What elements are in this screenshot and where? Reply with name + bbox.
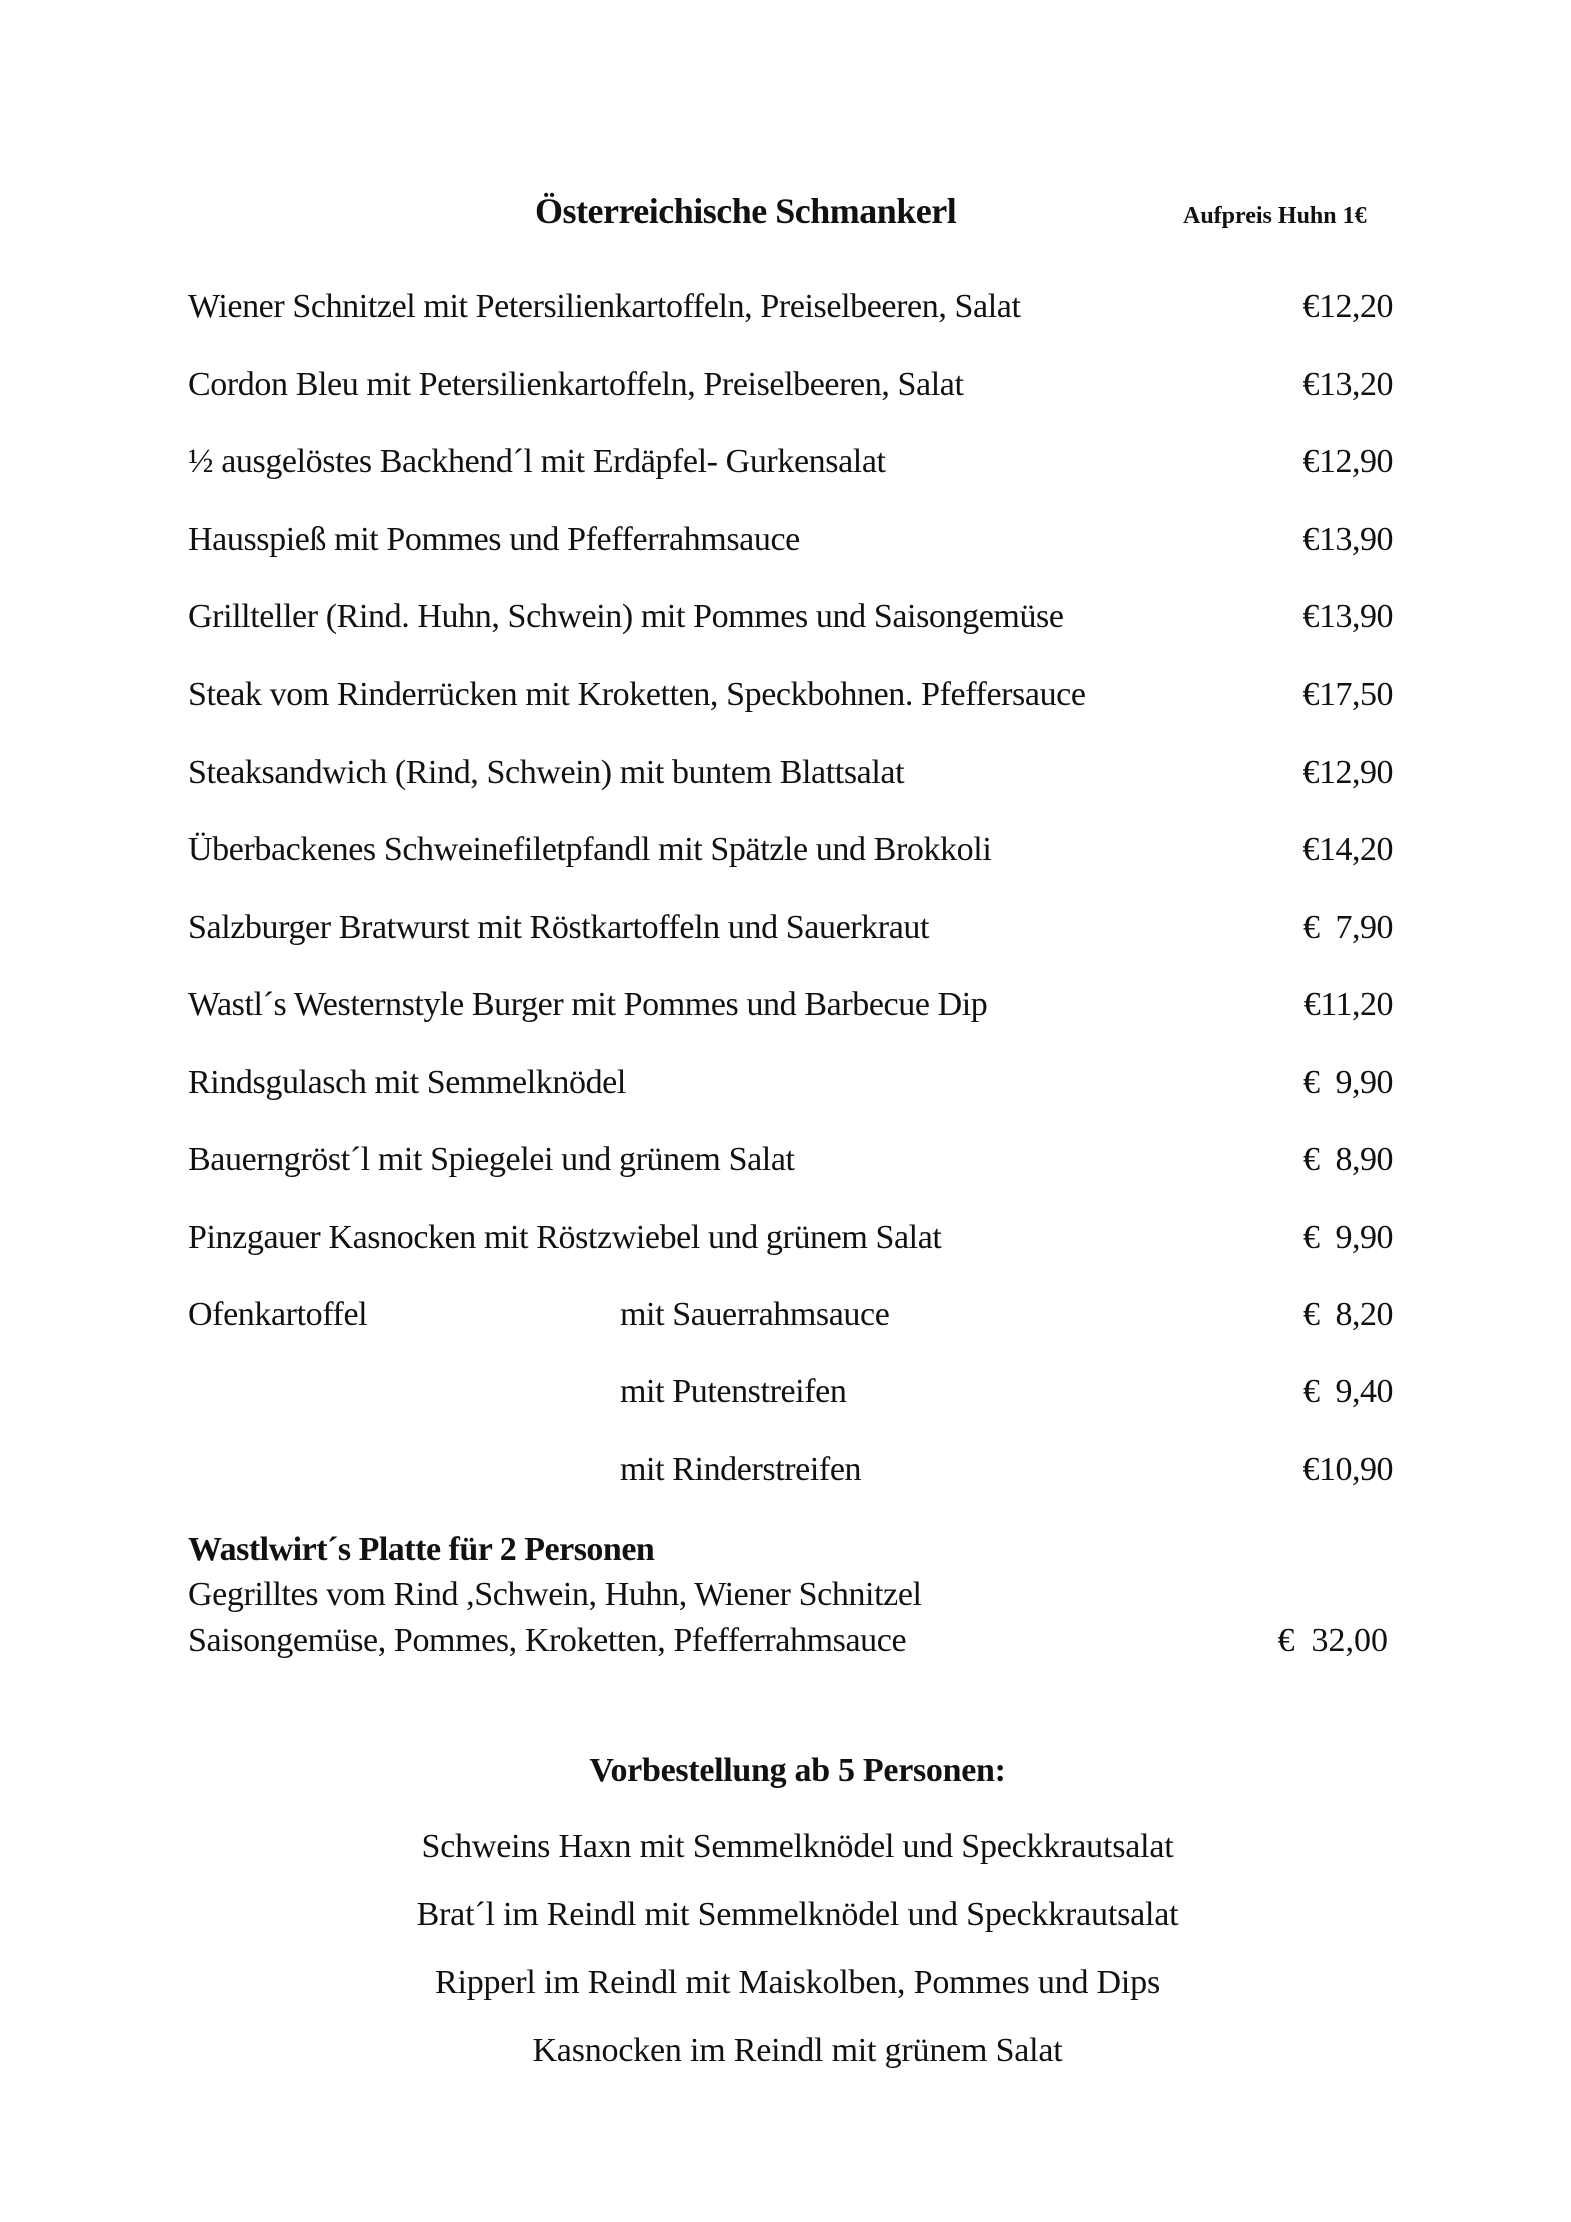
menu-item — [188, 598, 1393, 644]
baked-potato-option-name: mit Rinderstreifen — [620, 1451, 862, 1488]
menu-item-price: €13,90 — [1302, 598, 1393, 635]
baked-potato-name: Ofenkartoffel — [188, 1296, 368, 1333]
menu-item — [188, 754, 1393, 800]
menu-item-price: € 9,90 — [1303, 1064, 1393, 1101]
baked-potato-option-name: mit Sauerrahmsauce — [620, 1296, 890, 1333]
menu-item-price: € 8,90 — [1303, 1141, 1393, 1178]
platter-title: Wastlwirt´s Platte für 2 Personen — [188, 1531, 655, 1568]
menu-item — [188, 831, 1393, 877]
menu-item-name: Bauerngröst´l mit Spiegelei und grünem Salat — [188, 1141, 795, 1178]
menu-title: Österreichische Schmankerl — [535, 191, 957, 231]
menu-item — [188, 1141, 1393, 1187]
baked-potato-option — [188, 1451, 1393, 1497]
menu-item-price: €12,90 — [1302, 754, 1393, 791]
menu-item-name: Cordon Bleu mit Petersilienkartoffeln, Preiselbeeren, Salat — [188, 366, 964, 403]
preorder-title: Vorbestellung ab 5 Personen: — [589, 1752, 1006, 1789]
menu-item-name: Steaksandwich (Rind, Schwein) mit buntem Blattsalat — [188, 754, 905, 791]
menu-item-name: Rindsgulasch mit Semmelknödel — [188, 1064, 626, 1101]
platter-description-line: Saisongemüse, Pommes, Kroketten, Pfefferrahmsauce — [188, 1622, 907, 1659]
menu-item-price: €17,50 — [1302, 676, 1393, 713]
baked-potato-option — [188, 1296, 1393, 1342]
menu-item — [188, 676, 1393, 722]
menu-item — [188, 288, 1393, 334]
menu-item-price: € 7,90 — [1303, 909, 1393, 946]
menu-item-price: €11,20 — [1303, 986, 1393, 1023]
menu-item-name: Grillteller (Rind. Huhn, Schwein) mit Pommes und Saisongemüse — [188, 598, 1064, 635]
menu-item — [188, 521, 1393, 567]
menu-item-price: €13,90 — [1302, 521, 1393, 558]
baked-potato-option — [188, 1373, 1393, 1419]
preorder-item: Schweins Haxn mit Semmelknödel und Speckkrautsalat — [421, 1828, 1174, 1865]
menu-item — [188, 443, 1393, 489]
menu-item-name: Wiener Schnitzel mit Petersilienkartoffeln, Preiselbeeren, Salat — [188, 288, 1021, 325]
menu-item — [188, 1219, 1393, 1265]
baked-potato-option-name: mit Putenstreifen — [620, 1373, 847, 1410]
preorder-item: Ripperl im Reindl mit Maiskolben, Pommes und Dips — [435, 1964, 1160, 2001]
menu-item — [188, 1064, 1393, 1110]
menu-item-price: €13,20 — [1302, 366, 1393, 403]
menu-item-name: ½ ausgelöstes Backhend´l mit Erdäpfel- Gurkensalat — [188, 443, 886, 480]
baked-potato-option-price: € 8,20 — [1303, 1296, 1393, 1333]
menu-item-name: Pinzgauer Kasnocken mit Röstzwiebel und grünem Salat — [188, 1219, 942, 1256]
platter-description-line: Gegrilltes vom Rind ,Schwein, Huhn, Wiener Schnitzel — [188, 1576, 922, 1613]
preorder-item: Kasnocken im Reindl mit grünem Salat — [532, 2032, 1063, 2069]
baked-potato-option-price: €10,90 — [1302, 1451, 1393, 1488]
menu-item-price: €12,20 — [1302, 288, 1393, 325]
menu-item — [188, 986, 1393, 1032]
menu-item — [188, 909, 1393, 955]
menu-item-name: Salzburger Bratwurst mit Röstkartoffeln und Sauerkraut — [188, 909, 930, 946]
menu-item — [188, 366, 1393, 412]
surcharge-note: Aufpreis Huhn 1€ — [1183, 203, 1367, 229]
menu-item-name: Überbackenes Schweinefiletpfandl mit Spätzle und Brokkoli — [188, 831, 992, 868]
preorder-item: Brat´l im Reindl mit Semmelknödel und Speckkrautsalat — [416, 1896, 1179, 1933]
menu-item-name: Hausspieß mit Pommes und Pfefferrahmsauce — [188, 521, 800, 558]
menu-item-name: Steak vom Rinderrücken mit Kroketten, Speckbohnen. Pfeffersauce — [188, 676, 1086, 713]
menu-item-price: €12,90 — [1302, 443, 1393, 480]
baked-potato-option-price: € 9,40 — [1303, 1373, 1393, 1410]
menu-item-price: € 9,90 — [1303, 1219, 1393, 1256]
menu-item-name: Wastl´s Westernstyle Burger mit Pommes und Barbecue Dip — [188, 986, 988, 1023]
platter-price: € 32,00 — [1277, 1622, 1388, 1659]
menu-item-price: €14,20 — [1302, 831, 1393, 868]
